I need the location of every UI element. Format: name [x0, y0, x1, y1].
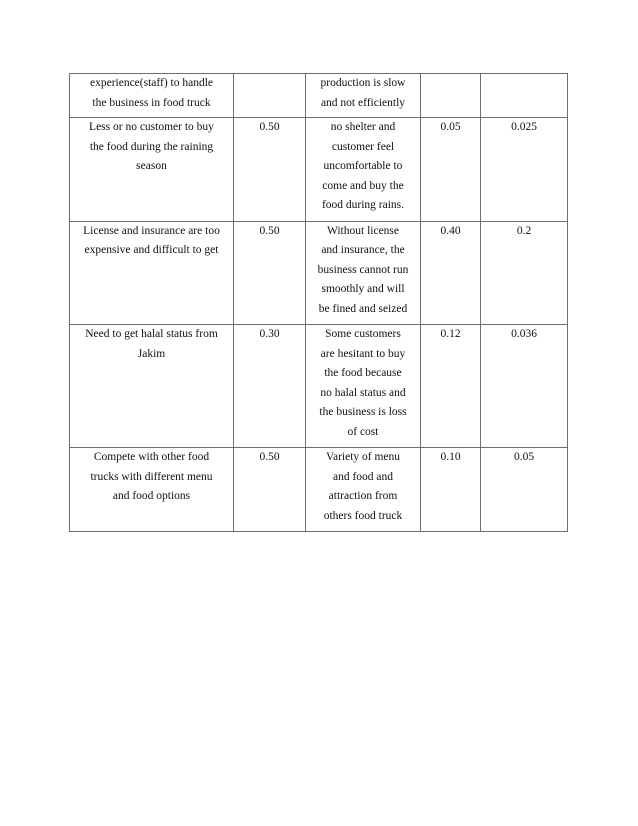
- risk-text: Less or no customer to buy the food during the raining season: [89, 121, 214, 172]
- rating-cell: [481, 221, 568, 325]
- probability-value: 0.50: [259, 224, 280, 237]
- score-cell: [421, 448, 481, 532]
- score-cell: [421, 221, 481, 325]
- impact-text: Some customers are hesitant to buy the food because no halal status and the business is loss of cost: [319, 328, 407, 438]
- table-row: [70, 221, 568, 325]
- rating-value: 0.025: [511, 121, 537, 133]
- rating-cell: [481, 325, 568, 448]
- rating-cell: [481, 118, 568, 222]
- risk-cell: [70, 74, 234, 118]
- rating-cell: [481, 74, 568, 118]
- table-row: [70, 448, 568, 532]
- risk-cell: [70, 325, 234, 448]
- risk-text: Need to get halal status from Jakim: [85, 328, 218, 360]
- probability-cell: [234, 221, 306, 325]
- impact-text: production is slow and not efficiently: [320, 77, 406, 109]
- probability-value: 0.30: [259, 328, 280, 340]
- rating-value: 0.05: [513, 451, 535, 463]
- probability-cell: [234, 325, 306, 448]
- score-value: 0.40: [440, 224, 461, 237]
- impact-cell: [306, 118, 421, 222]
- probability-cell: [234, 118, 306, 222]
- impact-text: no shelter and customer feel uncomfortable to come and buy the food during rains.: [321, 121, 405, 211]
- impact-cell: [306, 325, 421, 448]
- probability-value: 0.50: [259, 121, 280, 133]
- risk-cell: [70, 448, 234, 532]
- risk-text: Compete with other food trucks with different menu and food options: [90, 451, 213, 502]
- rating-value: 0.036: [511, 328, 537, 340]
- score-value: 0.10: [440, 451, 461, 463]
- rating-value: 0.2: [516, 224, 532, 237]
- impact-cell: [306, 221, 421, 325]
- impact-cell: [306, 74, 421, 118]
- probability-cell: [234, 448, 306, 532]
- score-cell: [421, 74, 481, 118]
- risk-text: experience(staff) to handle the business in food truck: [89, 77, 214, 109]
- table-row: [70, 118, 568, 222]
- risk-cell: [70, 221, 234, 325]
- impact-cell: [306, 448, 421, 532]
- table-row: [70, 325, 568, 448]
- score-cell: [421, 118, 481, 222]
- score-cell: [421, 325, 481, 448]
- table-row: [70, 74, 568, 118]
- risk-assessment-table: [69, 73, 568, 532]
- probability-value: 0.50: [259, 451, 280, 463]
- score-value: 0.12: [440, 328, 461, 340]
- probability-cell: [234, 74, 306, 118]
- impact-text: Without license and insurance, the business cannot run smoothly and will be fined and seized: [317, 224, 409, 315]
- risk-cell: [70, 118, 234, 222]
- impact-text: Variety of menu and food and attraction from others food truck: [323, 451, 403, 522]
- rating-cell: [481, 448, 568, 532]
- risk-text: License and insurance are too expensive and difficult to get: [83, 224, 220, 256]
- score-value: 0.05: [440, 121, 461, 133]
